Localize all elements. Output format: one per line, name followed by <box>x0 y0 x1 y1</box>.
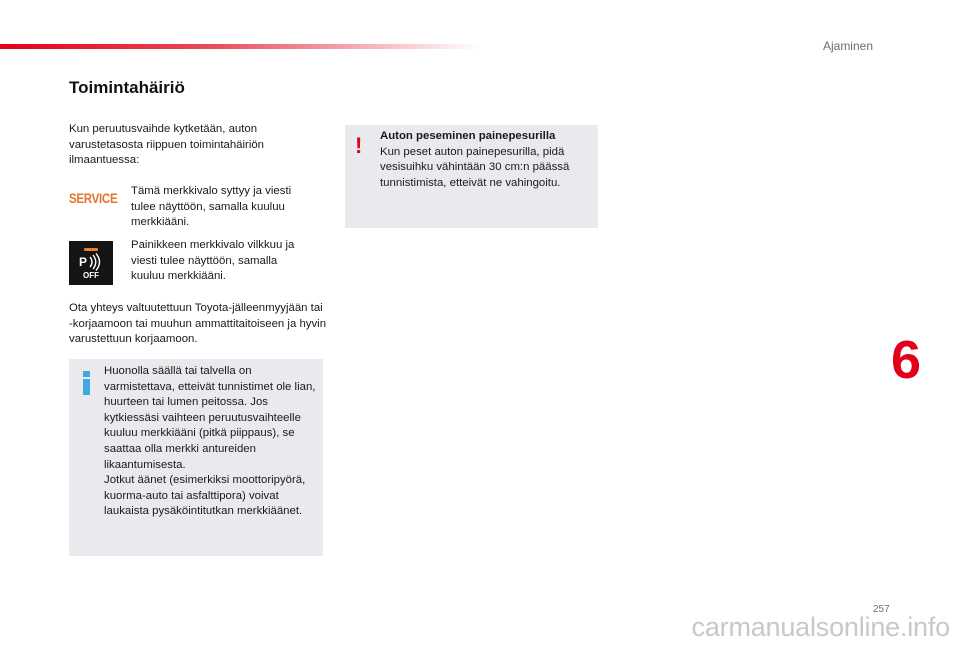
indicator-led <box>84 248 98 251</box>
info-text: Huonolla säällä tai talvella on varmistettava, etteivät tunnistimet ole lian, huurteen tai lumen peitossa. Jos kytkiessäsi vaihteen peruutusvaihteelle kuuluu merkkiääni (pitkä piippaus), se saattaa olla merkki antureiden likaantumisesta. Jotkut äänet (esimerkiksi moottoripyörä, kuorma-auto tai asfalttipora) voivat laukaista pysäköintitutkan merkkiäänet. <box>104 365 316 518</box>
intro-paragraph: Kun peruutusvaihde kytketään, auton varustetasosta riippuen toimintahäiriön ilmaantuessa: <box>69 123 265 167</box>
watermark: carmanualsonline.info <box>691 612 950 642</box>
page-title: Toimintahäiriö <box>69 78 185 97</box>
park-indicator-text: Painikkeen merkkivalo vilkkuu ja viesti tulee näyttöön, samalla kuuluu merkkiääni. <box>131 239 295 283</box>
contact-paragraph: Ota yhteys valtuutettuun Toyota-jälleenmyyjään tai -korjaamoon tai muuhun ammattitaitoiseen ja hyvin varustettuun korjaamoon. <box>69 302 327 346</box>
service-warning-icon: SERVICE <box>69 191 118 206</box>
warning-text: Kun peset auton painepesurilla, pidä vesisuihku vähintään 30 cm:n päässä tunnistimista, etteivät ne vahingoitu. <box>380 145 570 189</box>
off-label: OFF <box>83 271 99 280</box>
section-label: Ajaminen <box>822 39 873 53</box>
warning-box <box>345 125 598 228</box>
info-icon <box>82 371 91 395</box>
page-number: 257 <box>873 604 890 615</box>
warning-exclamation-icon: ! <box>355 133 363 158</box>
park-assist-symbol <box>77 253 105 271</box>
service-indicator-text: Tämä merkkivalo syttyy ja viesti tulee näyttöön, samalla kuuluu merkkiääni. <box>131 185 292 229</box>
park-sensor-off-icon <box>69 241 113 285</box>
info-box <box>69 359 323 556</box>
svg-text:P: P <box>79 255 88 269</box>
chapter-number: 6 <box>891 330 922 390</box>
header-accent-bar <box>0 44 480 49</box>
warning-title: Auton peseminen painepesurilla <box>380 130 556 142</box>
